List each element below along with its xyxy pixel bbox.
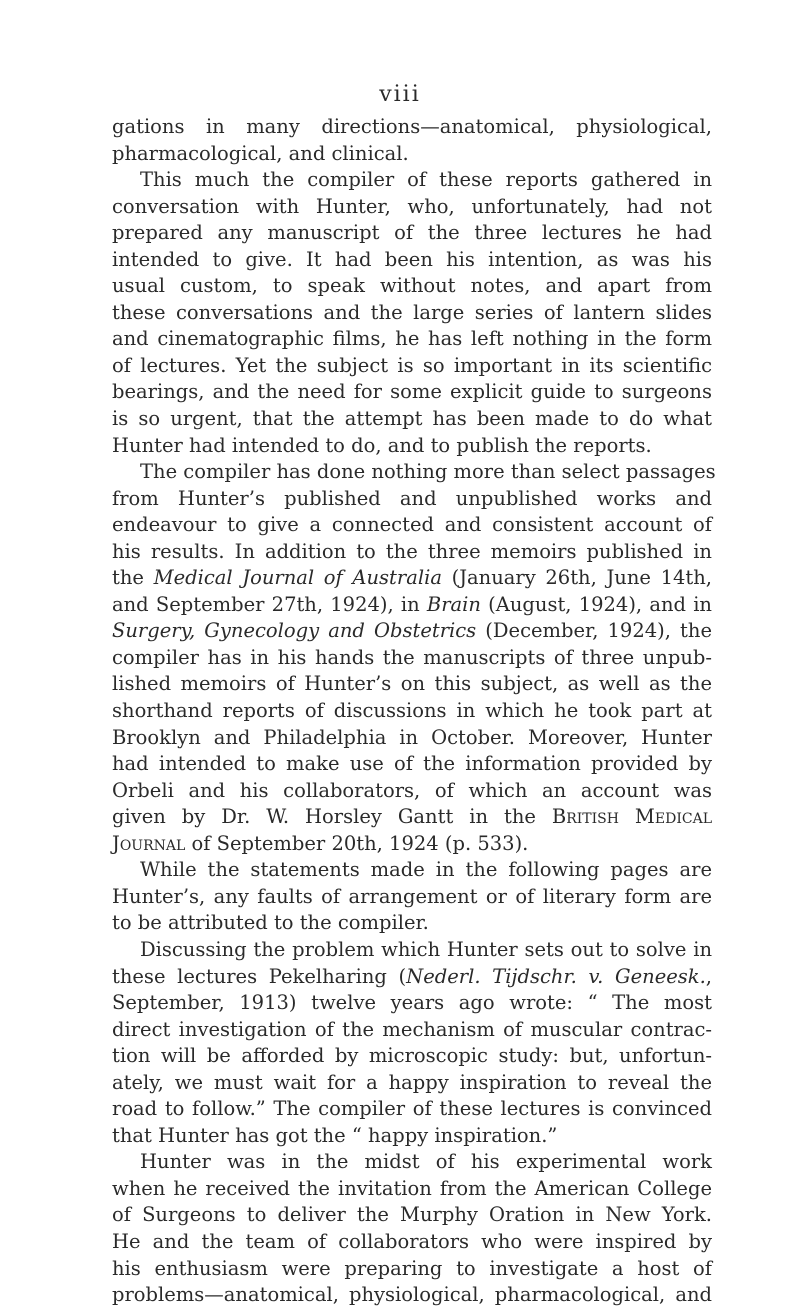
text-segment: of September 20th, 1924 (p. 533). xyxy=(185,831,529,855)
text-line: pharmacological, and clinical. xyxy=(112,141,409,165)
text-line xyxy=(112,565,712,592)
text-line xyxy=(112,831,712,858)
text-line: that Hunter has got the “ happy inspiration.” xyxy=(112,1123,558,1147)
text-line: September, 1913) twelve years ago wrote: “ The most xyxy=(112,991,712,1015)
text-segment: , xyxy=(705,964,712,988)
journal-title: British Medical xyxy=(551,805,712,829)
text-line: had intended to make use of the information provided by xyxy=(112,752,712,776)
text-line: Hunter had intended to do, and to publish the reports. xyxy=(112,433,652,457)
journal-title: Surgery, Gynecology and Obstetrics xyxy=(112,619,477,643)
text-line: Hunter’s, any faults of arrangement or of literary form are xyxy=(112,884,712,908)
text-segment: (January 26th, June 14th, xyxy=(441,566,713,590)
journal-title: Brain xyxy=(426,592,481,616)
text-line: road to follow.” The compiler of these lectures is convinced xyxy=(112,1097,712,1121)
text-line: Brooklyn and Philadelphia in October. Moreover, Hunter xyxy=(112,725,712,749)
text-segment: given by Dr. W. Horsley Gantt in the xyxy=(112,805,552,829)
text-line: direct investigation of the mechanism of muscular contrac- xyxy=(112,1017,712,1041)
text-segment: and September 27th, 1924), in xyxy=(112,592,427,616)
text-line: gations in many directions—anatomical, physiological, xyxy=(112,115,712,138)
journal-title: Medical Journal of Australia xyxy=(153,566,442,590)
text-line: tion will be afforded by microscopic study: but, unfortun- xyxy=(112,1044,712,1068)
journal-title: Nederl. Tijdschr. v. Geneesk. xyxy=(406,964,706,988)
text-line: these conversations and the large series of lantern slides xyxy=(112,300,712,324)
text-line: ately, we must wait for a happy inspiration to reveal the xyxy=(112,1070,712,1094)
text-line: from Hunter’s published and unpublished works and xyxy=(112,486,712,510)
text-line: intended to give. It had been his intention, as was his xyxy=(112,247,712,271)
text-line: bearings, and the need for some explicit guide to surgeons xyxy=(112,380,712,404)
paragraph-start-line: This much the compiler of these reports gathered in xyxy=(140,168,712,192)
paragraph-start-line: Discussing the problem which Hunter sets out to solve in xyxy=(140,937,712,961)
text-line xyxy=(112,592,712,619)
text-line xyxy=(112,618,712,645)
text-segment: (August, 1924), and in xyxy=(480,592,712,616)
journal-title: Journal xyxy=(112,831,186,855)
text-line xyxy=(112,964,712,991)
text-line: problems—anatomical, physiological, pharmacological, and xyxy=(112,1283,712,1307)
body-text xyxy=(112,114,716,1309)
text-line: to be attributed to the compiler. xyxy=(112,911,429,935)
page-number: viii xyxy=(379,82,421,107)
text-line: of lectures. Yet the subject is so important in its scientific xyxy=(112,353,712,377)
text-line: usual custom, to speak without notes, and apart from xyxy=(112,274,712,298)
text-line: when he received the invitation from the American College xyxy=(112,1176,712,1200)
text-line: Orbeli and his collaborators, of which an account was xyxy=(112,778,712,802)
text-line: his results. In addition to the three memoirs published in xyxy=(112,539,712,563)
text-line: endeavour to give a connected and consistent account of xyxy=(112,513,712,537)
text-line: prepared any manuscript of the three lectures he had xyxy=(112,221,712,245)
text-line: is so urgent, that the attempt has been made to do what xyxy=(112,407,712,431)
paragraph-start-line: The compiler has done nothing more than select passages xyxy=(140,460,716,484)
text-line: of Surgeons to deliver the Murphy Oration in New York. xyxy=(112,1203,712,1227)
text-segment: the xyxy=(112,566,154,590)
text-segment: these lectures Pekelharing ( xyxy=(112,964,407,988)
text-segment: (December, 1924), the xyxy=(476,619,712,643)
text-line: shorthand reports of discussions in which he took part at xyxy=(112,699,712,723)
paragraph-start-line: Hunter was in the midst of his experimental work xyxy=(140,1150,712,1174)
text-line xyxy=(112,804,712,831)
text-line: compiler has in his hands the manuscripts of three unpub- xyxy=(112,645,712,669)
text-line: his enthusiasm were preparing to investigate a host of xyxy=(112,1256,712,1280)
text-line: lished memoirs of Hunter’s on this subject, as well as the xyxy=(112,672,712,696)
text-line: He and the team of collaborators who were inspired by xyxy=(112,1229,712,1253)
text-line: conversation with Hunter, who, unfortunately, had not xyxy=(112,194,712,218)
paragraph-start-line: While the statements made in the following pages are xyxy=(140,858,712,882)
text-line: and cinematographic films, he has left nothing in the form xyxy=(112,327,712,351)
